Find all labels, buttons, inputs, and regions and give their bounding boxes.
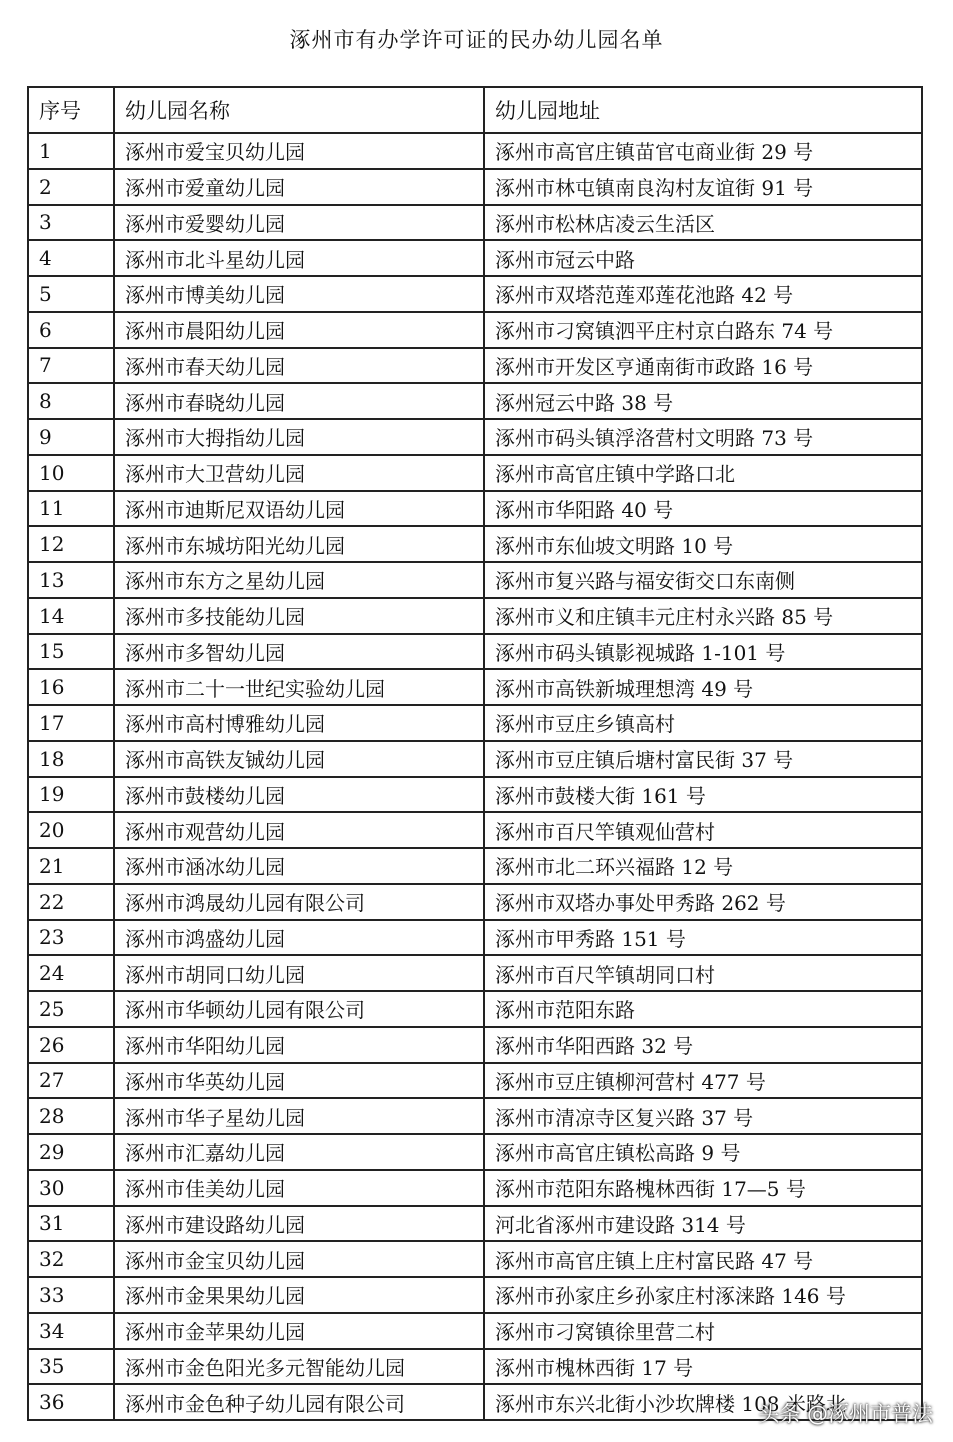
kindergarten-address: 涿州市双塔办事处甲秀路 262 号 [484, 884, 922, 920]
row-index: 29 [28, 1134, 114, 1170]
kindergarten-address: 涿州市刁窝镇徐里营二村 [484, 1313, 922, 1349]
table-row [28, 741, 922, 777]
table-row [28, 491, 922, 527]
kindergarten-name: 涿州市大卫营幼儿园 [114, 455, 484, 491]
kindergarten-name: 涿州市高村博雅幼儿园 [114, 705, 484, 741]
row-index: 33 [28, 1277, 114, 1313]
row-index: 11 [28, 491, 114, 527]
kindergarten-name: 涿州市鸿晟幼儿园有限公司 [114, 884, 484, 920]
kindergarten-name: 涿州市金色阳光多元智能幼儿园 [114, 1349, 484, 1385]
kindergarten-address: 涿州市高官庄镇松高路 9 号 [484, 1134, 922, 1170]
kindergarten-name: 涿州市金苹果幼儿园 [114, 1313, 484, 1349]
row-index: 14 [28, 598, 114, 634]
table-row [28, 1063, 922, 1099]
table-row [28, 598, 922, 634]
row-index: 31 [28, 1206, 114, 1242]
table-row [28, 1206, 922, 1242]
table-row [28, 1170, 922, 1206]
row-index: 13 [28, 562, 114, 598]
table-body [28, 133, 922, 1420]
table-row [28, 419, 922, 455]
kindergarten-address: 涿州市华阳西路 32 号 [484, 1027, 922, 1063]
table-row [28, 1349, 922, 1385]
kindergarten-name: 涿州市高铁友铖幼儿园 [114, 741, 484, 777]
row-index: 20 [28, 812, 114, 848]
row-index: 12 [28, 526, 114, 562]
kindergarten-address: 涿州市豆庄镇柳河营村 477 号 [484, 1063, 922, 1099]
source-watermark: 头条 @涿州市普法 [758, 1402, 933, 1426]
kindergarten-address: 涿州市双塔范莲邓莲花池路 42 号 [484, 276, 922, 312]
kindergarten-address: 涿州市百尺竿镇观仙营村 [484, 812, 922, 848]
kindergarten-address: 涿州市东兴北街小沙坎牌楼 108 米路北 [484, 1384, 922, 1420]
table-row [28, 1277, 922, 1313]
kindergarten-name: 涿州市华顿幼儿园有限公司 [114, 991, 484, 1027]
kindergarten-name: 涿州市爱婴幼儿园 [114, 205, 484, 241]
table-row [28, 920, 922, 956]
kindergarten-address: 涿州市豆庄乡镇高村 [484, 705, 922, 741]
kindergarten-name: 涿州市晨阳幼儿园 [114, 312, 484, 348]
table-row [28, 526, 922, 562]
kindergarten-name: 涿州市鼓楼幼儿园 [114, 777, 484, 813]
row-index: 32 [28, 1241, 114, 1277]
kindergarten-address: 涿州市义和庄镇丰元庄村永兴路 85 号 [484, 598, 922, 634]
row-index: 35 [28, 1349, 114, 1385]
header-name: 幼儿园名称 [114, 87, 484, 133]
kindergarten-name: 涿州市北斗星幼儿园 [114, 240, 484, 276]
row-index: 1 [28, 133, 114, 169]
table-row [28, 848, 922, 884]
kindergarten-address: 涿州市清凉寺区复兴路 37 号 [484, 1098, 922, 1134]
kindergarten-name: 涿州市鸿盛幼儿园 [114, 920, 484, 956]
kindergarten-address: 涿州市码头镇影视城路 1-101 号 [484, 634, 922, 670]
row-index: 21 [28, 848, 114, 884]
kindergarten-name: 涿州市金宝贝幼儿园 [114, 1241, 484, 1277]
table-row [28, 240, 922, 276]
kindergarten-name: 涿州市华阳幼儿园 [114, 1027, 484, 1063]
table-row [28, 1027, 922, 1063]
kindergarten-address: 涿州市孙家庄乡孙家庄村涿涞路 146 号 [484, 1277, 922, 1313]
kindergarten-address: 涿州市范阳东路 [484, 991, 922, 1027]
row-index: 8 [28, 383, 114, 419]
kindergarten-address: 涿州冠云中路 38 号 [484, 383, 922, 419]
header-address: 幼儿园地址 [484, 87, 922, 133]
kindergarten-address: 涿州市松林店凌云生活区 [484, 205, 922, 241]
document-title: 涿州市有办学许可证的民办幼儿园名单 [289, 28, 664, 52]
table-row [28, 312, 922, 348]
kindergarten-name: 涿州市建设路幼儿园 [114, 1206, 484, 1242]
kindergarten-name: 涿州市春晓幼儿园 [114, 383, 484, 419]
row-index: 5 [28, 276, 114, 312]
kindergarten-address: 涿州市范阳东路槐林西街 17—5 号 [484, 1170, 922, 1206]
table-row [28, 205, 922, 241]
row-index: 4 [28, 240, 114, 276]
table-row [28, 276, 922, 312]
row-index: 2 [28, 169, 114, 205]
row-index: 16 [28, 669, 114, 705]
kindergarten-name: 涿州市华英幼儿园 [114, 1063, 484, 1099]
kindergarten-address: 涿州市北二环兴福路 12 号 [484, 848, 922, 884]
kindergarten-address: 涿州市开发区亨通南街市政路 16 号 [484, 348, 922, 384]
kindergarten-address: 涿州市甲秀路 151 号 [484, 920, 922, 956]
row-index: 26 [28, 1027, 114, 1063]
kindergarten-name: 涿州市春天幼儿园 [114, 348, 484, 384]
row-index: 36 [28, 1384, 114, 1420]
table-row [28, 562, 922, 598]
table-row [28, 1313, 922, 1349]
kindergarten-address: 涿州市林屯镇南良沟村友谊街 91 号 [484, 169, 922, 205]
row-index: 19 [28, 777, 114, 813]
kindergarten-name: 涿州市多智幼儿园 [114, 634, 484, 670]
kindergarten-name: 涿州市迪斯尼双语幼儿园 [114, 491, 484, 527]
kindergarten-address: 涿州市鼓楼大街 161 号 [484, 777, 922, 813]
kindergarten-address: 涿州市冠云中路 [484, 240, 922, 276]
kindergarten-address: 涿州市华阳路 40 号 [484, 491, 922, 527]
header-index: 序号 [28, 87, 114, 133]
kindergarten-name: 涿州市博美幼儿园 [114, 276, 484, 312]
table-row [28, 812, 922, 848]
kindergarten-address: 涿州市高官庄镇中学路口北 [484, 455, 922, 491]
kindergarten-name: 涿州市金色种子幼儿园有限公司 [114, 1384, 484, 1420]
table-row [28, 955, 922, 991]
table-row [28, 634, 922, 670]
row-index: 3 [28, 205, 114, 241]
kindergarten-address: 河北省涿州市建设路 314 号 [484, 1206, 922, 1242]
kindergarten-name: 涿州市东城坊阳光幼儿园 [114, 526, 484, 562]
table-header-row [28, 87, 922, 133]
table-row [28, 884, 922, 920]
row-index: 22 [28, 884, 114, 920]
table-row [28, 1241, 922, 1277]
kindergarten-address: 涿州市高官庄镇苗官屯商业街 29 号 [484, 133, 922, 169]
kindergarten-address: 涿州市高官庄镇上庄村富民路 47 号 [484, 1241, 922, 1277]
kindergarten-name: 涿州市华子星幼儿园 [114, 1098, 484, 1134]
row-index: 7 [28, 348, 114, 384]
row-index: 30 [28, 1170, 114, 1206]
kindergarten-address: 涿州市刁窝镇泗平庄村京白路东 74 号 [484, 312, 922, 348]
kindergarten-address: 涿州市槐林西街 17 号 [484, 1349, 922, 1385]
kindergarten-name: 涿州市胡同口幼儿园 [114, 955, 484, 991]
table-row [28, 383, 922, 419]
kindergarten-name: 涿州市大拇指幼儿园 [114, 419, 484, 455]
row-index: 34 [28, 1313, 114, 1349]
kindergarten-name: 涿州市二十一世纪实验幼儿园 [114, 669, 484, 705]
kindergarten-name: 涿州市佳美幼儿园 [114, 1170, 484, 1206]
table-row [28, 133, 922, 169]
kindergarten-name: 涿州市东方之星幼儿园 [114, 562, 484, 598]
kindergarten-name: 涿州市爱宝贝幼儿园 [114, 133, 484, 169]
kindergarten-name: 涿州市汇嘉幼儿园 [114, 1134, 484, 1170]
table-row [28, 991, 922, 1027]
kindergarten-table [27, 86, 923, 1421]
kindergarten-address: 涿州市码头镇浮洛营村文明路 73 号 [484, 419, 922, 455]
kindergarten-address: 涿州市高铁新城理想湾 49 号 [484, 669, 922, 705]
table-row [28, 169, 922, 205]
table-row [28, 1098, 922, 1134]
table-row [28, 455, 922, 491]
table-row [28, 1134, 922, 1170]
kindergarten-address: 涿州市复兴路与福安街交口东南侧 [484, 562, 922, 598]
row-index: 24 [28, 955, 114, 991]
kindergarten-name: 涿州市涵冰幼儿园 [114, 848, 484, 884]
row-index: 6 [28, 312, 114, 348]
table-row [28, 705, 922, 741]
table-row [28, 669, 922, 705]
table-row [28, 777, 922, 813]
row-index: 9 [28, 419, 114, 455]
kindergarten-name: 涿州市爱童幼儿园 [114, 169, 484, 205]
row-index: 27 [28, 1063, 114, 1099]
kindergarten-name: 涿州市金果果幼儿园 [114, 1277, 484, 1313]
table-row [28, 348, 922, 384]
kindergarten-name: 涿州市观营幼儿园 [114, 812, 484, 848]
row-index: 17 [28, 705, 114, 741]
row-index: 18 [28, 741, 114, 777]
kindergarten-name: 涿州市多技能幼儿园 [114, 598, 484, 634]
row-index: 10 [28, 455, 114, 491]
kindergarten-address: 涿州市东仙坡文明路 10 号 [484, 526, 922, 562]
row-index: 15 [28, 634, 114, 670]
kindergarten-address: 涿州市百尺竿镇胡同口村 [484, 955, 922, 991]
row-index: 25 [28, 991, 114, 1027]
kindergarten-address: 涿州市豆庄镇后塘村富民街 37 号 [484, 741, 922, 777]
row-index: 28 [28, 1098, 114, 1134]
row-index: 23 [28, 920, 114, 956]
